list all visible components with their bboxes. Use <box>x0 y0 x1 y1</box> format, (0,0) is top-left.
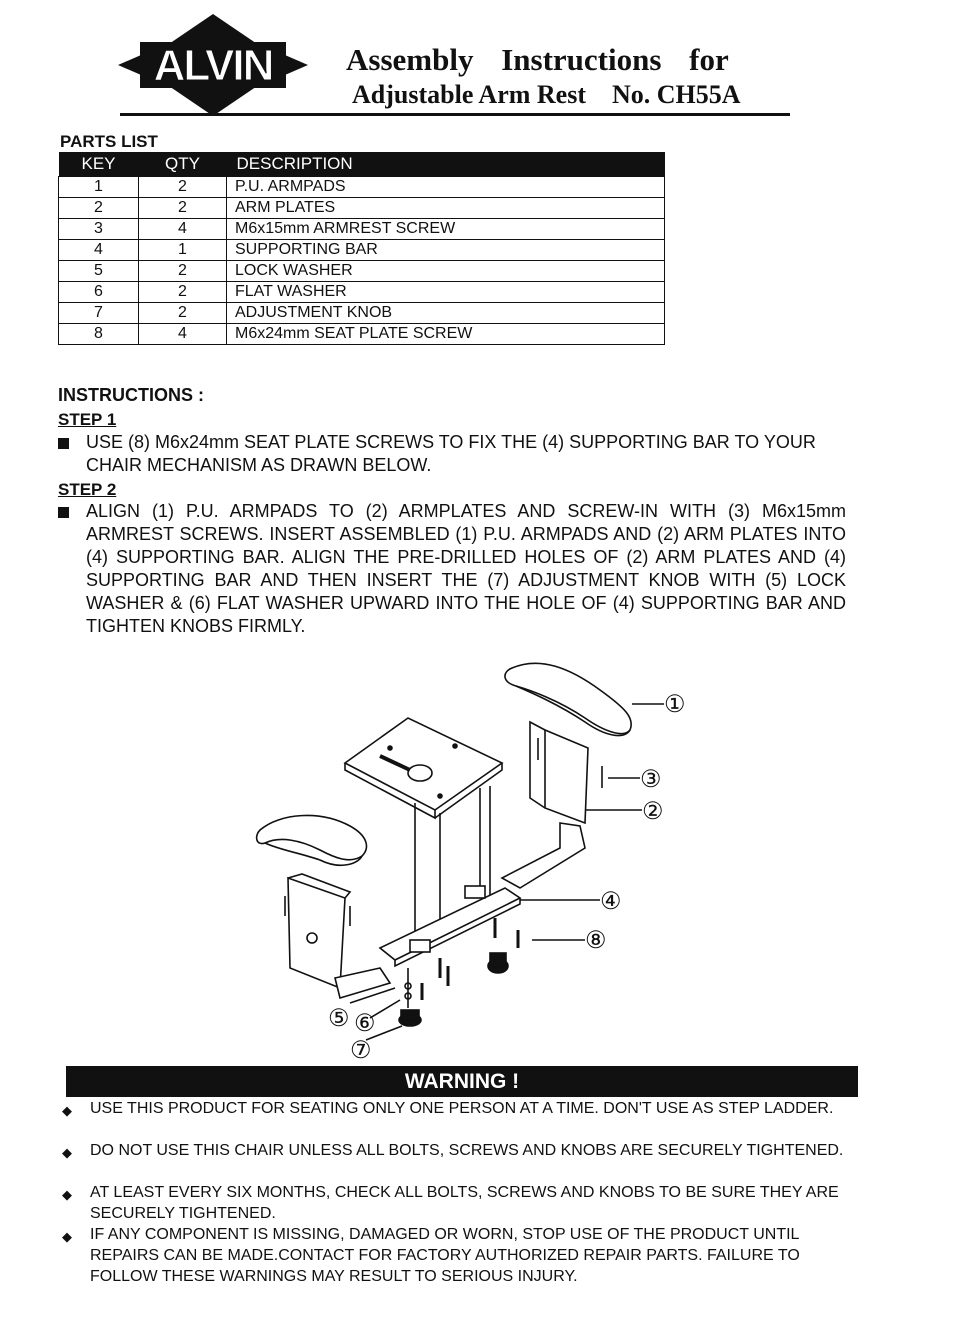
parts-table <box>58 152 665 345</box>
step-1-label: STEP 1 <box>58 410 117 429</box>
table-row: 4 1 SUPPORTING BAR <box>59 240 665 261</box>
table-row: 1 2 P.U. ARMPADS <box>59 177 665 198</box>
left-arm-plate <box>285 874 390 998</box>
diamond-bullet-icon: ◆ <box>62 1103 72 1118</box>
callout-2: ② <box>642 797 664 825</box>
diamond-bullet-icon: ◆ <box>62 1145 72 1160</box>
model-number: No. CH55A <box>612 80 741 109</box>
callout-7: ⑦ <box>350 1036 372 1064</box>
step-2-label: STEP 2 <box>58 480 117 499</box>
assembly-diagram <box>240 648 710 1068</box>
title-line-1: Assembly Instructions for <box>346 42 729 77</box>
callout-4: ④ <box>600 887 622 915</box>
logo-text: ALVIN <box>153 41 273 90</box>
diamond-bullet-icon: ◆ <box>62 1187 72 1202</box>
square-bullet-icon <box>58 507 69 518</box>
callout-6: ⑥ <box>354 1009 376 1037</box>
seat-plate <box>345 718 502 818</box>
step-1-text: USE (8) M6x24mm SEAT PLATE SCREWS TO FIX THE (4) SUPPORTING BAR TO YOUR CHAIR MECHANISM AS DRAWN BELOW. <box>86 432 816 475</box>
alvin-logo <box>118 14 308 116</box>
table-row: 2 2 ARM PLATES <box>59 198 665 219</box>
table-row: 3 4 M6x15mm ARMREST SCREW <box>59 219 665 240</box>
instructions-label: INSTRUCTIONS : <box>58 385 204 405</box>
column-key: KEY <box>59 152 139 177</box>
table-row: 7 2 ADJUSTMENT KNOB <box>59 303 665 324</box>
warning-item: IF ANY COMPONENT IS MISSING, DAMAGED OR WORN, STOP USE OF THE PRODUCT UNTIL REPAIRS CAN BE MADE.CONTACT FOR FACTORY AUTHORIZED REPAIR PARTS. FAILURE TO FOLLOW THESE WARNINGS MAY RESULT TO SERIOUS INJURY. <box>90 1226 800 1285</box>
product-name: Adjustable Arm Rest <box>352 80 586 109</box>
parts-list-label: PARTS LIST <box>60 132 158 151</box>
header-rule <box>120 113 790 116</box>
callout-5: ⑤ <box>328 1004 350 1032</box>
table-row: 8 4 M6x24mm SEAT PLATE SCREW <box>59 324 665 345</box>
warning-item: USE THIS PRODUCT FOR SEATING ONLY ONE PERSON AT A TIME. DON'T USE AS STEP LADDER. <box>90 1100 834 1117</box>
parts-table-header <box>59 152 665 177</box>
callout-3: ③ <box>640 765 662 793</box>
title-line-2 <box>352 80 741 110</box>
table-row: 5 2 LOCK WASHER <box>59 261 665 282</box>
column-qty: QTY <box>139 152 227 177</box>
square-bullet-icon <box>58 438 69 449</box>
warning-item: AT LEAST EVERY SIX MONTHS, CHECK ALL BOLTS, SCREWS AND KNOBS TO BE SURE THEY ARE SECURELY TIGHTENED. <box>90 1184 839 1222</box>
right-arm-plate <box>502 722 602 888</box>
callout-1: ① <box>664 690 686 718</box>
warning-title: WARNING ! <box>66 1066 858 1097</box>
adjustment-knobs <box>399 953 508 1026</box>
column-description: DESCRIPTION <box>227 152 665 177</box>
right-armpad <box>505 663 631 735</box>
callout-8: ⑧ <box>585 926 607 954</box>
warning-item: DO NOT USE THIS CHAIR UNLESS ALL BOLTS, SCREWS AND KNOBS ARE SECURELY TIGHTENED. <box>90 1142 844 1159</box>
step-2-text: ALIGN (1) P.U. ARMPADS TO (2) ARMPLATES AND SCREW-IN WITH (3) M6x15mm ARMREST SCREWS. INSERT ASSEMBLED (1) P.U. ARMPADS AND (2) ARM PLATES INTO (4) SUPPORTING BAR. ALIGN THE PRE-DRILLED HOLES OF (2) ARM PLATES AND (4) SUPPORTING BAR AND THEN INSERT THE (7) ADJUSTMENT KNOB WITH (5) LOCK WASHER & (6) FLAT WASHER UPWARD INTO THE HOLE OF (4) SUPPORTING BAR AND TIGHTEN KNOBS FIRMLY. <box>86 501 846 636</box>
left-armpad <box>257 815 367 865</box>
table-row: 6 2 FLAT WASHER <box>59 282 665 303</box>
diamond-bullet-icon: ◆ <box>62 1229 72 1244</box>
